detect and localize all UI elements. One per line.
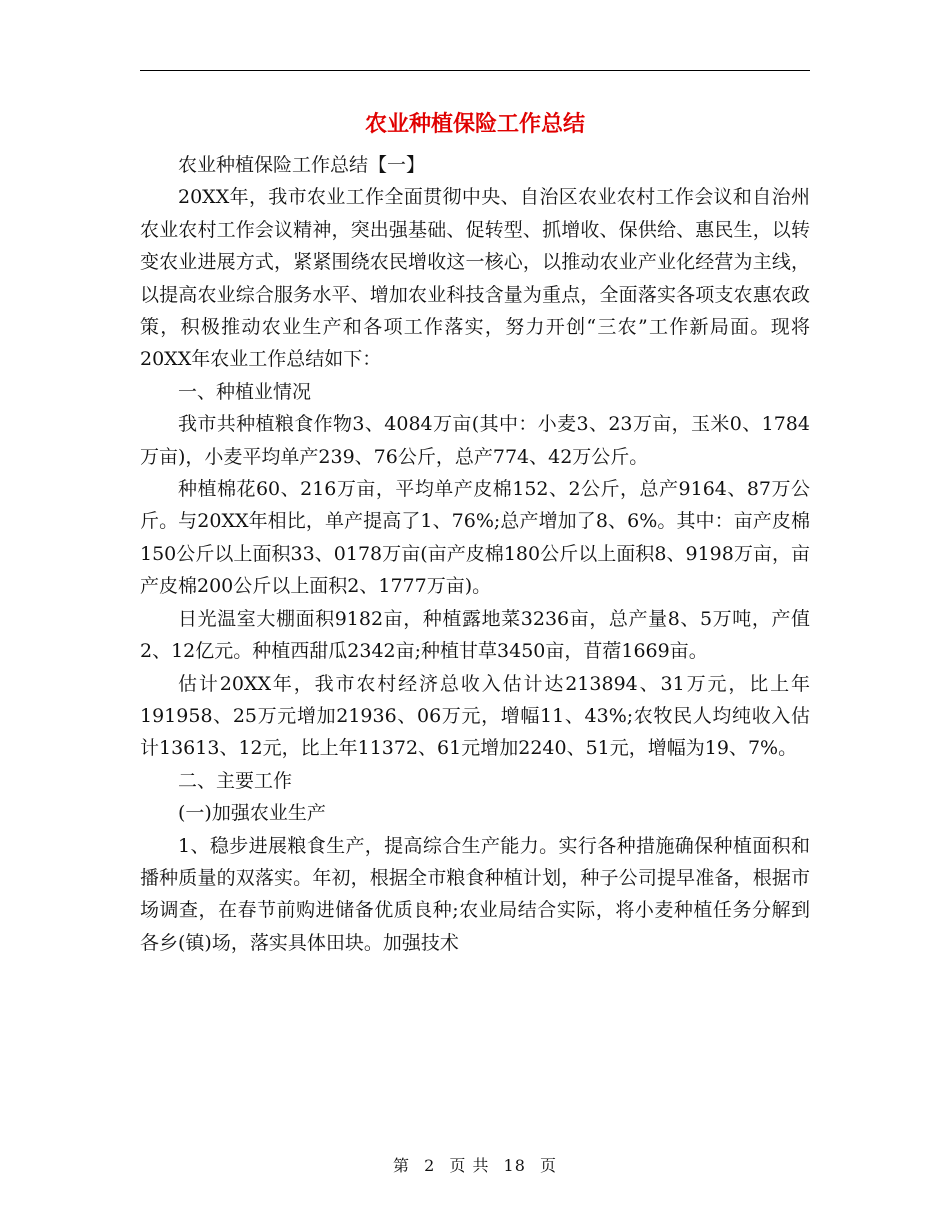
paragraph: 20XX年，我市农业工作全面贯彻中央、自治区农业农村工作会议和自治州农业农村工作会议精神，突出强基础、促转型、抓增收、保供给、惠民生，以转变农业进展方式，紧紧围绕农民增收这一核心，以推动农业产业化经营为主线，以提高农业综合服务水平、增加农业科技含量为重点，全面落实各项支农惠农政策，积极推动农业生产和各项工作落实，努力开创“三农”工作新局面。现将20XX年农业工作总结如下： (140, 186, 810, 371)
paragraph: 我市共种植粮食作物3、4084万亩(其中：小麦3、23万亩，玉米0、1784万亩)，小麦平均单产239、76公斤，总产774、42万公斤。 (140, 413, 810, 468)
footer-prefix: 第 (392, 1156, 410, 1175)
paragraph: 估计20XX年，我市农村经济总收入估计达213894、31万元，比上年191958、25万元增加21936、06万元，增幅11、43%;农牧民人均纯收入估计13613、12元，比上年11372、61元增加2240、51元，增幅为19、7%。 (140, 672, 810, 760)
page-footer (0, 1153, 950, 1176)
paragraph: 种植棉花60、216万亩，平均单产皮棉152、2公斤，总产9164、87万公斤。与20XX年相比，单产提高了1、76%;总产增加了8、6%。其中：亩产皮棉150公斤以上面积33、0178万亩(亩产皮棉180公斤以上面积8、9198万亩，亩产皮棉200公斤以上面积2、1777万亩)。 (140, 478, 810, 598)
section-heading: 一、种植业情况 (178, 380, 312, 403)
subsection-heading: (一)加强农业生产 (178, 802, 326, 825)
section-heading: 农业种植保险工作总结【一】 (178, 154, 426, 176)
document-body (140, 149, 810, 959)
footer-middle: 页 共 (449, 1156, 490, 1175)
header-rule (140, 70, 810, 71)
current-page-number: 2 (424, 1156, 436, 1175)
footer-suffix: 页 (540, 1156, 558, 1175)
paragraph: 日光温室大棚面积9182亩，种植露地菜3236亩，总产量8、5万吨，产值2、12亿元。种植西甜瓜2342亩;种植甘草3450亩，苜蓿1669亩。 (140, 607, 810, 663)
section-heading: 二、主要工作 (178, 769, 293, 792)
paragraph: 1、稳步进展粮食生产，提高综合生产能力。实行各种措施确保种植面积和播种质量的双落实。年初，根据全市粮食种植计划，种子公司提早准备，根据市场调查，在春节前购进储备优质良种;农业局结合实际，将小麦种植任务分解到各乡(镇)场，落实具体田块。加强技术 (140, 834, 810, 954)
total-pages-number: 18 (503, 1156, 526, 1175)
document-title: 农业种植保险工作总结 (364, 112, 585, 137)
